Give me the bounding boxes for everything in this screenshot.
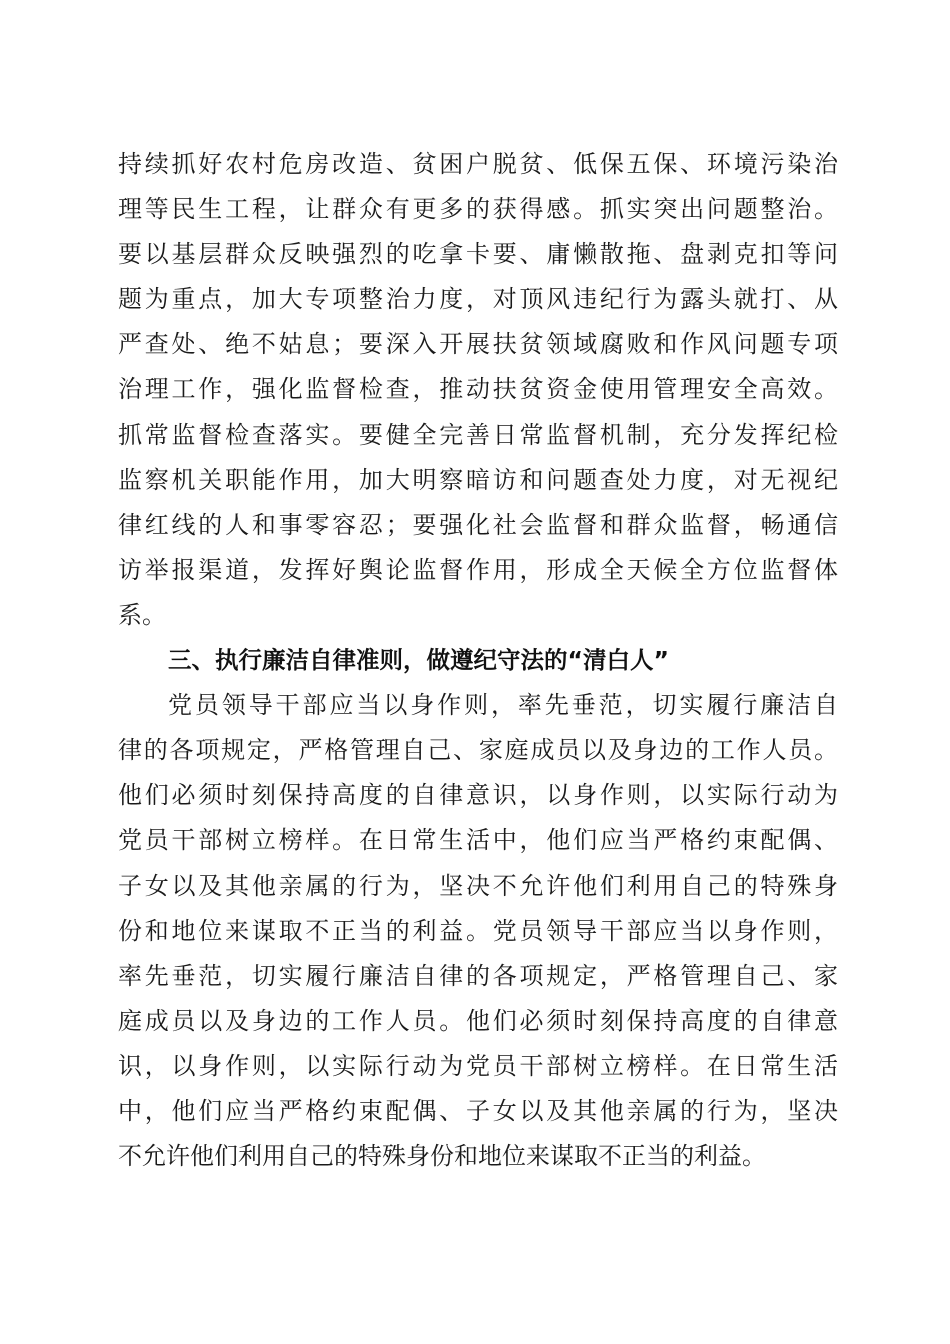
text-line: 率先垂范，切实履行廉洁自律的各项规定，严格管理自己、家	[118, 961, 838, 990]
text-line: 份和地位来谋取不正当的利益。党员领导干部应当以身作则，	[118, 916, 838, 945]
text-line: 庭成员以及身边的工作人员。他们必须时刻保持高度的自律意	[118, 1006, 838, 1035]
paragraph-self-discipline	[118, 683, 838, 1179]
text-line: 治理工作，强化监督检查，推动扶贫资金使用管理安全高效。	[118, 375, 838, 404]
text-line: 子女以及其他亲属的行为，坚决不允许他们利用自己的特殊身	[118, 871, 838, 900]
text-line: 访举报渠道，发挥好舆论监督作用，形成全天候全方位监督体	[118, 555, 838, 584]
text-line: 系。	[118, 600, 166, 629]
text-line: 不允许他们利用自己的特殊身份和地位来谋取不正当的利益。	[118, 1142, 766, 1171]
text-line: 他们必须时刻保持高度的自律意识，以身作则，以实际行动为	[118, 781, 838, 810]
text-line: 监察机关职能作用，加大明察暗访和问题查处力度，对无视纪	[118, 465, 838, 494]
paragraph-monitoring	[118, 142, 838, 638]
text-line: 要以基层群众反映强烈的吃拿卡要、庸懒散拖、盘剥克扣等问	[118, 240, 838, 269]
text-line: 中，他们应当严格约束配偶、子女以及其他亲属的行为，坚决	[118, 1096, 838, 1125]
text-line: 严查处、绝不姑息；要深入开展扶贫领域腐败和作风问题专项	[118, 330, 838, 359]
text-line: 律红线的人和事零容忍；要强化社会监督和群众监督，畅通信	[118, 510, 838, 539]
text-line: 律的各项规定，严格管理自己、家庭成员以及身边的工作人员。	[118, 736, 838, 765]
text-line: 抓常监督检查落实。要健全完善日常监督机制，充分发挥纪检	[118, 420, 838, 449]
text-line: 党员领导干部应当以身作则，率先垂范，切实履行廉洁自	[168, 691, 838, 720]
document-body	[118, 142, 838, 1179]
text-line: 党员干部树立榜样。在日常生活中，他们应当严格约束配偶、	[118, 826, 838, 855]
text-line: 识，以身作则，以实际行动为党员干部树立榜样。在日常生活	[118, 1051, 838, 1080]
text-line: 题为重点，加大专项整治力度，对顶风违纪行为露头就打、从	[118, 285, 838, 314]
section-heading: 三、执行廉洁自律准则，做遵纪守法的“清白人”	[168, 646, 669, 675]
text-line: 理等民生工程，让群众有更多的获得感。抓实突出问题整治。	[118, 195, 838, 224]
text-line: 持续抓好农村危房改造、贫困户脱贫、低保五保、环境污染治	[118, 150, 838, 178]
